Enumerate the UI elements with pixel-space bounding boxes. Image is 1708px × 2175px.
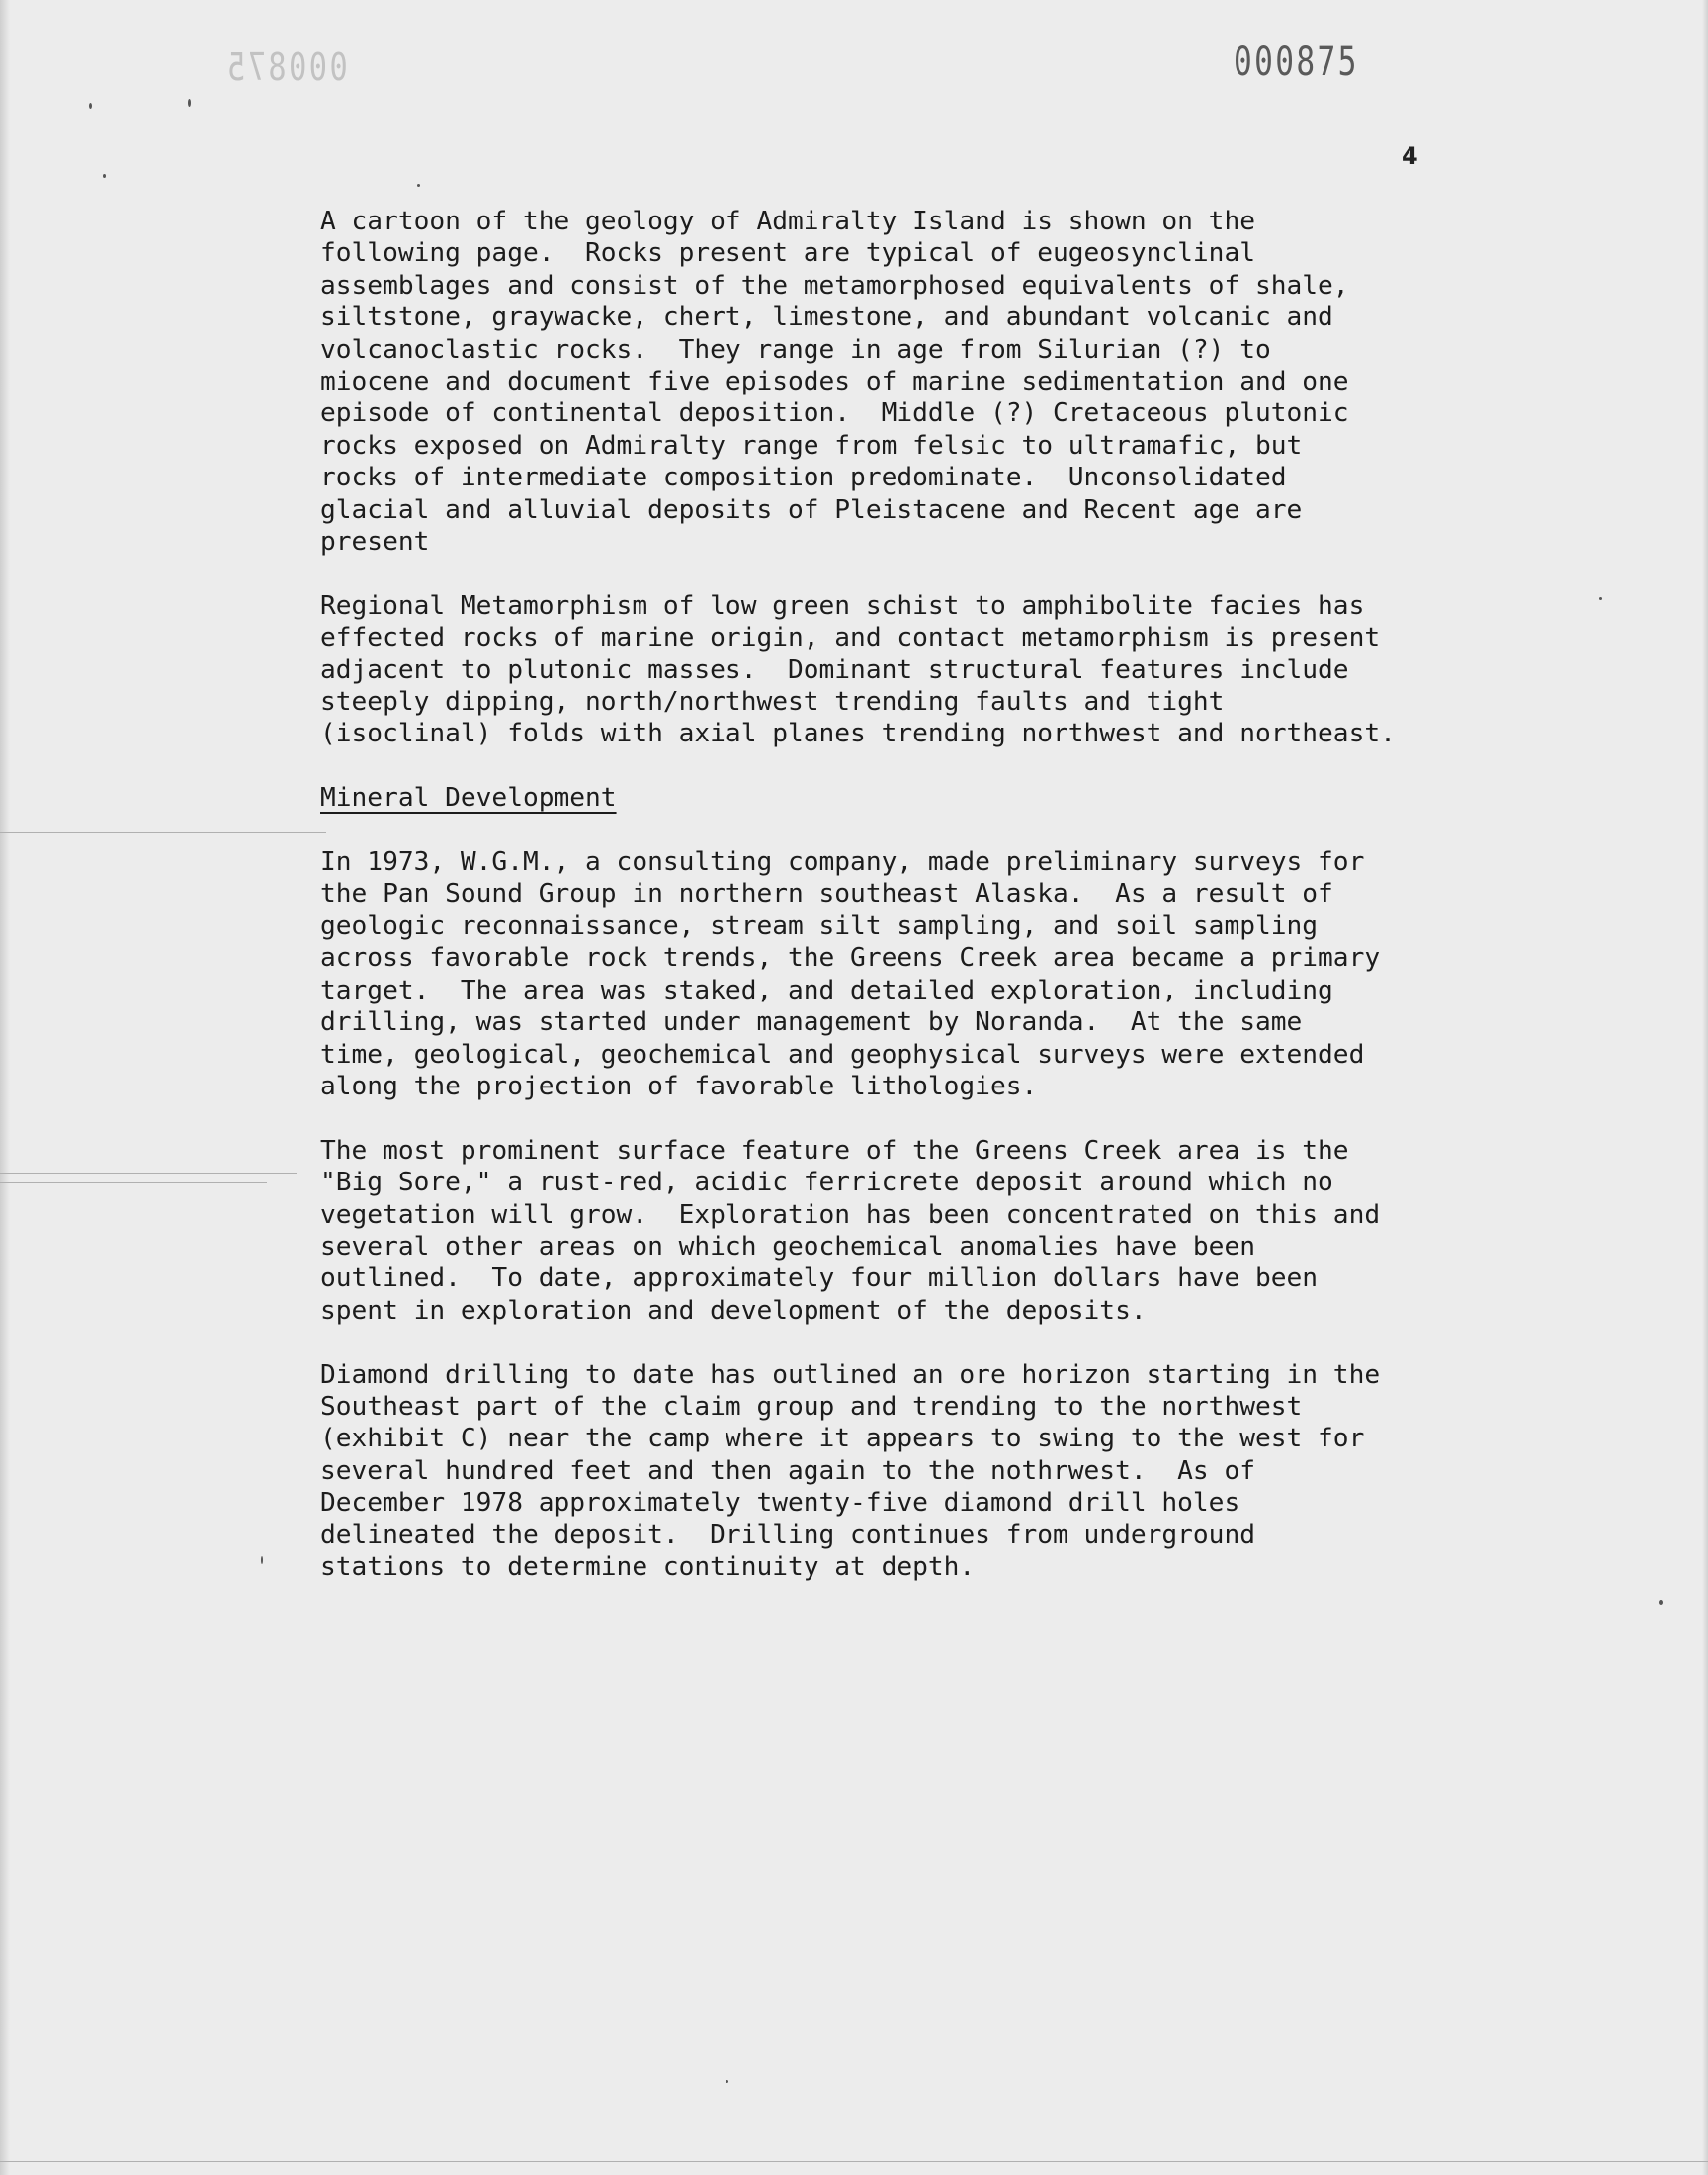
text-line: geologic reconnaissance, stream silt sampling, and soil sampling [320,911,1319,941]
text-line: across favorable rock trends, the Greens Creek area became a primary [320,943,1381,974]
page-right-edge [1702,0,1708,2175]
text-line: December 1978 approximately twenty-five diamond drill holes [320,1488,1240,1519]
text-line: stations to determine continuity at depth. [320,1551,976,1582]
text-line: present [320,527,430,558]
text-line: The most prominent surface feature of the Greens Creek area is the [320,1135,1349,1166]
text-line: steeply dipping, north/northwest trending faults and tight [320,687,1225,718]
text-line: episode of continental deposition. Middle (?) Cretaceous plutonic [320,398,1349,429]
page-number: 4 [1402,142,1418,170]
text-line: spent in exploration and development of the deposits. [320,1295,1147,1326]
text-line: (isoclinal) folds with axial planes trending northwest and northeast. [320,719,1396,749]
scan-speck [103,174,106,178]
text-line: drilling, was started under management by Noranda. At the same [320,1007,1303,1038]
text-line: (exhibit C) near the camp where it appears to swing to the west for [320,1424,1365,1454]
section-heading: Mineral Development [320,783,617,814]
text-line: In 1973, W.G.M., a consulting company, made preliminary surveys for [320,847,1365,878]
text-line: assemblages and consist of the metamorphosed equivalents of shale, [320,270,1349,301]
document-number-stamp: 000875 [1234,40,1359,85]
paragraph-geology [320,206,1457,558]
document-body [320,206,1457,1583]
scan-speck [1599,597,1602,600]
text-line: rocks of intermediate composition predominate. Unconsolidated [320,463,1287,493]
text-line: several other areas on which geochemical anomalies have been [320,1231,1255,1262]
text-line: Diamond drilling to date has outlined an ore horizon starting in the [320,1359,1381,1390]
paragraph-diamond-drilling [320,1359,1457,1584]
scan-speck [1659,1600,1663,1605]
text-line: rocks exposed on Admiralty range from felsic to ultramafic, but [320,430,1303,461]
text-line: miocene and document five episodes of marine sedimentation and one [320,367,1349,397]
text-line: the Pan Sound Group in northern southeast Alaska. As a result of [320,879,1333,910]
scan-line [0,1182,267,1183]
text-line: effected rocks of marine origin, and contact metamorphism is present [320,623,1381,653]
text-line: along the projection of favorable lithologies. [320,1071,1038,1101]
scan-speck [261,1556,263,1564]
scan-line [0,2161,1708,2162]
text-line: delineated the deposit. Drilling continues from underground [320,1520,1255,1550]
text-line: glacial and alluvial deposits of Pleistacene and Recent age are [320,494,1303,525]
text-line: siltstone, graywacke, chert, limestone, and abundant volcanic and [320,303,1333,333]
paragraph-surveys [320,846,1457,1102]
text-line: vegetation will grow. Exploration has been concentrated on this and [320,1199,1381,1230]
scan-speck [188,99,191,107]
text-line: outlined. To date, approximately four million dollars have been [320,1263,1319,1294]
page-left-edge [0,0,10,2175]
text-line: following page. Rocks present are typical of eugeosynclinal [320,238,1255,269]
text-line: adjacent to plutonic masses. Dominant structural features include [320,654,1349,685]
text-line: time, geological, geochemical and geophysical surveys were extended [320,1039,1365,1070]
scan-line [0,1173,297,1174]
paragraph-metamorphism [320,590,1457,750]
text-line: target. The area was staked, and detailed exploration, including [320,975,1333,1005]
scan-speck [417,184,420,187]
text-line: A cartoon of the geology of Admiralty Island is shown on the [320,207,1255,236]
text-line: volcanoclastic rocks. They range in age from Silurian (?) to [320,334,1271,365]
paragraph-big-sore [320,1135,1457,1327]
text-line: several hundred feet and then again to the nothrwest. As of [320,1455,1255,1486]
scan-speck [89,103,92,109]
bleed-through-number: 000875 [224,45,348,89]
text-line: "Big Sore," a rust-red, acidic ferricrete deposit around which no [320,1168,1333,1198]
scan-speck [726,2080,728,2083]
text-line: Regional Metamorphism of low green schist to amphibolite facies has [320,590,1365,621]
scan-line [0,832,326,833]
text-line: Southeast part of the claim group and trending to the northwest [320,1391,1303,1422]
